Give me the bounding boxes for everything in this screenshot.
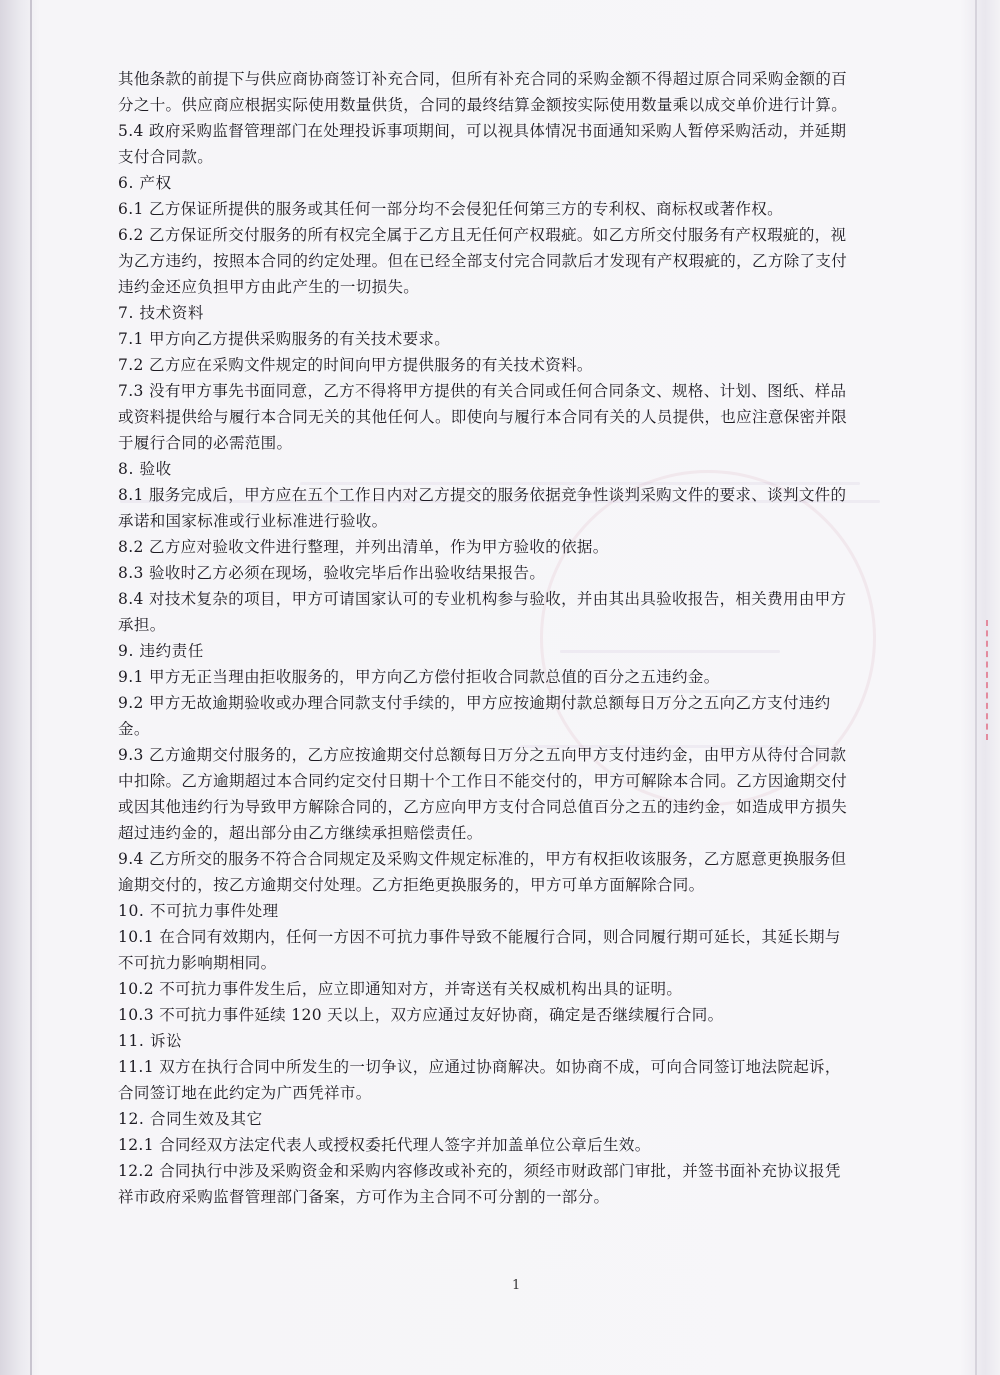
text-line: 祥市政府采购监督管理部门备案，方可作为主合同不可分割的一部分。 <box>118 1188 610 1206</box>
text-line: 5.4 政府采购监督管理部门在处理投诉事项期间，可以视具体情况书面通知采购人暂停采购活动，并延期 <box>118 122 847 140</box>
section-heading-litigation: 11. 诉讼 <box>118 1032 183 1050</box>
section-heading-technical: 7. 技术资料 <box>118 304 204 322</box>
page-edge-shadow <box>30 0 32 1375</box>
text-line: 9.3 乙方逾期交付服务的，乙方应按逾期交付总额每日万分之五向甲方支付违约金，由甲方从待付合同款 <box>118 746 847 764</box>
text-line: 7.2 乙方应在采购文件规定的时间向甲方提供服务的有关技术资料。 <box>118 356 593 374</box>
text-line: 或因其他违约行为导致甲方解除合同的，乙方应向甲方支付合同总值百分之五的违约金，如造成甲方损失 <box>118 798 848 816</box>
text-line: 8.3 验收时乙方必须在现场，验收完毕后作出验收结果报告。 <box>118 564 546 582</box>
text-line: 12.1 合同经双方法定代表人或授权委托代理人签字并加盖单位公章后生效。 <box>118 1136 651 1154</box>
text-line: 7.3 没有甲方事先书面同意，乙方不得将甲方提供的有关合同或任何合同条文、规格、计划、图纸、样品 <box>118 382 847 400</box>
page-edge-shadow-right <box>975 0 977 1375</box>
text-line: 逾期交付的，按乙方逾期交付处理。乙方拒绝更换服务的，甲方可单方面解除合同。 <box>118 876 705 894</box>
text-line: 承诺和国家标准或行业标准进行验收。 <box>118 512 388 530</box>
section-heading-liability: 9. 违约责任 <box>118 642 204 660</box>
text-line: 10.3 不可抗力事件延续 120 天以上，双方应通过友好协商，确定是否继续履行合同。 <box>118 1006 724 1024</box>
text-line: 8.2 乙方应对验收文件进行整理，并列出清单，作为甲方验收的依据。 <box>118 538 609 556</box>
section-heading-acceptance: 8. 验收 <box>118 460 172 478</box>
page-number: 1 <box>512 1278 521 1293</box>
text-line: 其他条款的前提下与供应商协商签订补充合同，但所有补充合同的采购金额不得超过原合同采购金额的百 <box>118 70 848 88</box>
text-line: 8.1 服务完成后，甲方应在五个工作日内对乙方提交的服务依据竞争性谈判采购文件的要求、谈判文件的 <box>118 486 847 504</box>
text-line: 金。 <box>118 720 150 738</box>
text-line: 中扣除。乙方逾期超过本合同约定交付日期十个工作日不能交付的，甲方可解除本合同。乙方因逾期交付 <box>118 772 848 790</box>
text-line: 9.1 甲方无正当理由拒收服务的，甲方向乙方偿付拒收合同款总值的百分之五违约金。 <box>118 668 720 686</box>
text-line: 支付合同款。 <box>118 148 214 166</box>
text-line: 分之十。供应商应根据实际使用数量供货，合同的最终结算金额按实际使用数量乘以成交单价进行计算。 <box>118 96 848 114</box>
section-heading-effectiveness: 12. 合同生效及其它 <box>118 1110 263 1128</box>
text-line: 承担。 <box>118 616 166 634</box>
edge-stamp-mark <box>986 620 993 740</box>
text-line: 8.4 对技术复杂的项目，甲方可请国家认可的专业机构参与验收，并由其出具验收报告，相关费用由甲方 <box>118 590 847 608</box>
text-line: 超过违约金的，超出部分由乙方继续承担赔偿责任。 <box>118 824 483 842</box>
text-line: 不可抗力影响期相同。 <box>118 954 277 972</box>
text-line: 违约金还应负担甲方由此产生的一切损失。 <box>118 278 420 296</box>
text-line: 7.1 甲方向乙方提供采购服务的有关技术要求。 <box>118 330 451 348</box>
text-line: 为乙方违约，按照本合同的约定处理。但在已经全部支付完合同款后才发现有产权瑕疵的，乙方除了支付 <box>118 252 848 270</box>
contract-body <box>118 66 918 1210</box>
text-line: 10.1 在合同有效期内，任何一方因不可抗力事件导致不能履行合同，则合同履行期可延长，其延长期与 <box>118 928 841 946</box>
text-line: 于履行合同的必需范围。 <box>118 434 293 452</box>
section-heading-property: 6. 产权 <box>118 174 172 192</box>
text-line: 9.2 甲方无故逾期验收或办理合同款支付手续的，甲方应按逾期付款总额每日万分之五向乙方支付违约 <box>118 694 831 712</box>
text-line: 6.2 乙方保证所交付服务的所有权完全属于乙方且无任何产权瑕疵。如乙方所交付服务有产权瑕疵的，视 <box>118 226 847 244</box>
text-line: 6.1 乙方保证所提供的服务或其任何一部分均不会侵犯任何第三方的专利权、商标权或著作权。 <box>118 200 783 218</box>
text-line: 11.1 双方在执行合同中所发生的一切争议，应通过协商解决。如协商不成，可向合同签订地法院起诉， <box>118 1058 841 1076</box>
text-line: 或资料提供给与履行本合同无关的其他任何人。即使向与履行本合同有关的人员提供，也应注意保密并限 <box>118 408 848 426</box>
text-line: 10.2 不可抗力事件发生后，应立即通知对方，并寄送有关权威机构出具的证明。 <box>118 980 683 998</box>
text-line: 12.2 合同执行中涉及采购资金和采购内容修改或补充的，须经市财政部门审批，并签书面补充协议报凭 <box>118 1162 841 1180</box>
text-line: 合同签订地在此约定为广西凭祥市。 <box>118 1084 372 1102</box>
section-heading-force-majeure: 10. 不可抗力事件处理 <box>118 902 279 920</box>
text-line: 9.4 乙方所交的服务不符合合同规定及采购文件规定标准的，甲方有权拒收该服务，乙方愿意更换服务但 <box>118 850 847 868</box>
